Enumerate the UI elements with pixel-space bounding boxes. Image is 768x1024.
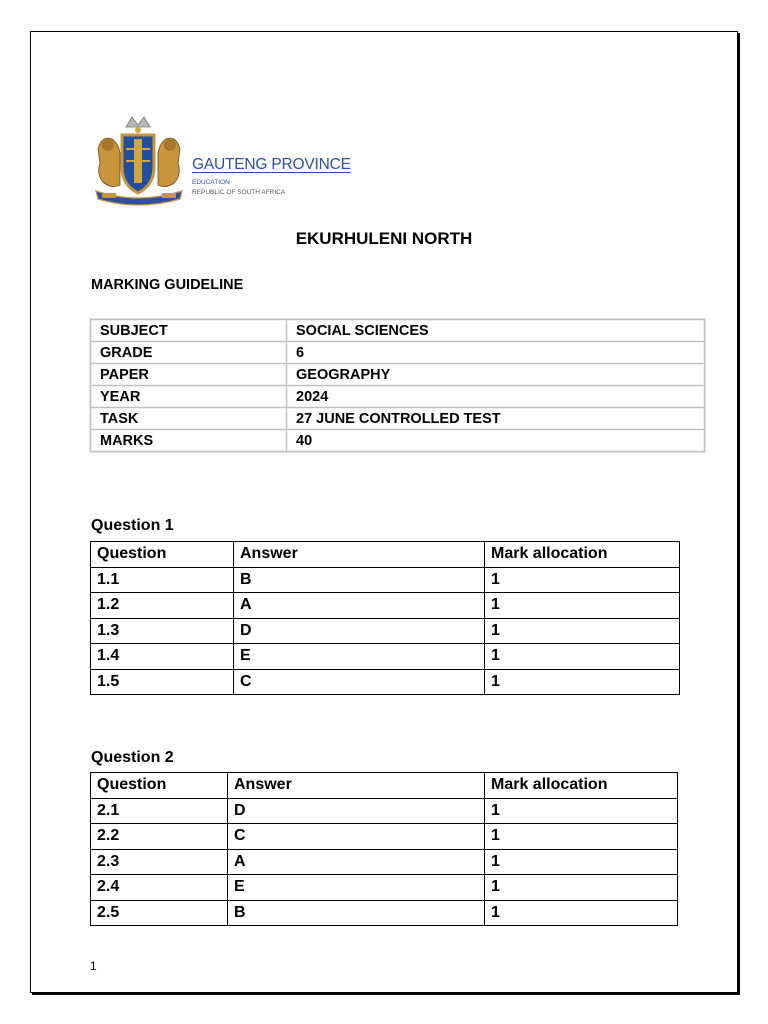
info-row-grade: [91, 342, 705, 364]
mark: 1: [485, 900, 678, 926]
info-value: GEOGRAPHY: [287, 364, 705, 386]
coat-of-arms-icon: [88, 113, 190, 209]
info-row-subject: [91, 320, 705, 342]
question-number: 1.2: [91, 593, 234, 619]
info-value: SOCIAL SCIENCES: [287, 320, 705, 342]
answer: E: [234, 644, 485, 670]
table-row: [91, 900, 678, 926]
table-row: [91, 849, 678, 875]
question-number: 2.1: [91, 798, 228, 824]
answer: D: [234, 618, 485, 644]
question-2-table: [90, 772, 678, 926]
table-row: [91, 618, 680, 644]
answer: C: [234, 669, 485, 695]
info-value: 6: [287, 342, 705, 364]
table-row: [91, 824, 678, 850]
info-row-task: [91, 408, 705, 430]
mark: 1: [485, 567, 680, 593]
brand-line-country: REPUBLIC OF SOUTH AFRICA: [192, 189, 286, 196]
info-row-marks: [91, 430, 705, 452]
question-number: 2.2: [91, 824, 228, 850]
col-question-header: Question: [91, 773, 228, 799]
info-row-paper: [91, 364, 705, 386]
mark: 1: [485, 798, 678, 824]
table-header-row: [91, 542, 680, 568]
mark: 1: [485, 618, 680, 644]
question-number: 1.4: [91, 644, 234, 670]
info-label: PAPER: [91, 364, 287, 386]
info-label: GRADE: [91, 342, 287, 364]
info-table: [90, 319, 705, 452]
question-1-table: [90, 541, 680, 695]
col-answer-header: Answer: [228, 773, 485, 799]
mark: 1: [485, 824, 678, 850]
answer: E: [228, 875, 485, 901]
answer: B: [234, 567, 485, 593]
answer: D: [228, 798, 485, 824]
mark: 1: [485, 875, 678, 901]
answer: C: [228, 824, 485, 850]
info-value: 40: [287, 430, 705, 452]
brand-line-education: EDUCATION: [192, 179, 230, 186]
table-row: [91, 644, 680, 670]
question-number: 2.5: [91, 900, 228, 926]
question-number: 1.5: [91, 669, 234, 695]
info-row-year: [91, 386, 705, 408]
question-number: 2.3: [91, 849, 228, 875]
mark: 1: [485, 644, 680, 670]
info-label: YEAR: [91, 386, 287, 408]
question-number: 1.1: [91, 567, 234, 593]
info-label: TASK: [91, 408, 287, 430]
table-row: [91, 593, 680, 619]
mark: 1: [485, 849, 678, 875]
col-question-header: Question: [91, 542, 234, 568]
question-1-title: Question 1: [91, 517, 174, 534]
mark: 1: [485, 593, 680, 619]
question-2-title: Question 2: [91, 749, 174, 766]
info-label: SUBJECT: [91, 320, 287, 342]
table-row: [91, 669, 680, 695]
info-value: 27 JUNE CONTROLLED TEST: [287, 408, 705, 430]
gauteng-logo: [88, 113, 351, 209]
page-number: 1: [90, 959, 97, 973]
table-row: [91, 875, 678, 901]
brand-name: GAUTENG PROVINCE: [192, 156, 351, 173]
document-title: EKURHULENI NORTH: [295, 229, 473, 248]
document-subtitle: MARKING GUIDELINE: [91, 277, 244, 293]
question-number: 2.4: [91, 875, 228, 901]
col-mark-header: Mark allocation: [485, 542, 680, 568]
answer: B: [228, 900, 485, 926]
question-number: 1.3: [91, 618, 234, 644]
table-header-row: [91, 773, 678, 799]
answer: A: [234, 593, 485, 619]
table-row: [91, 567, 680, 593]
table-row: [91, 798, 678, 824]
col-answer-header: Answer: [234, 542, 485, 568]
info-label: MARKS: [91, 430, 287, 452]
info-value: 2024: [287, 386, 705, 408]
mark: 1: [485, 669, 680, 695]
col-mark-header: Mark allocation: [485, 773, 678, 799]
answer: A: [228, 849, 485, 875]
